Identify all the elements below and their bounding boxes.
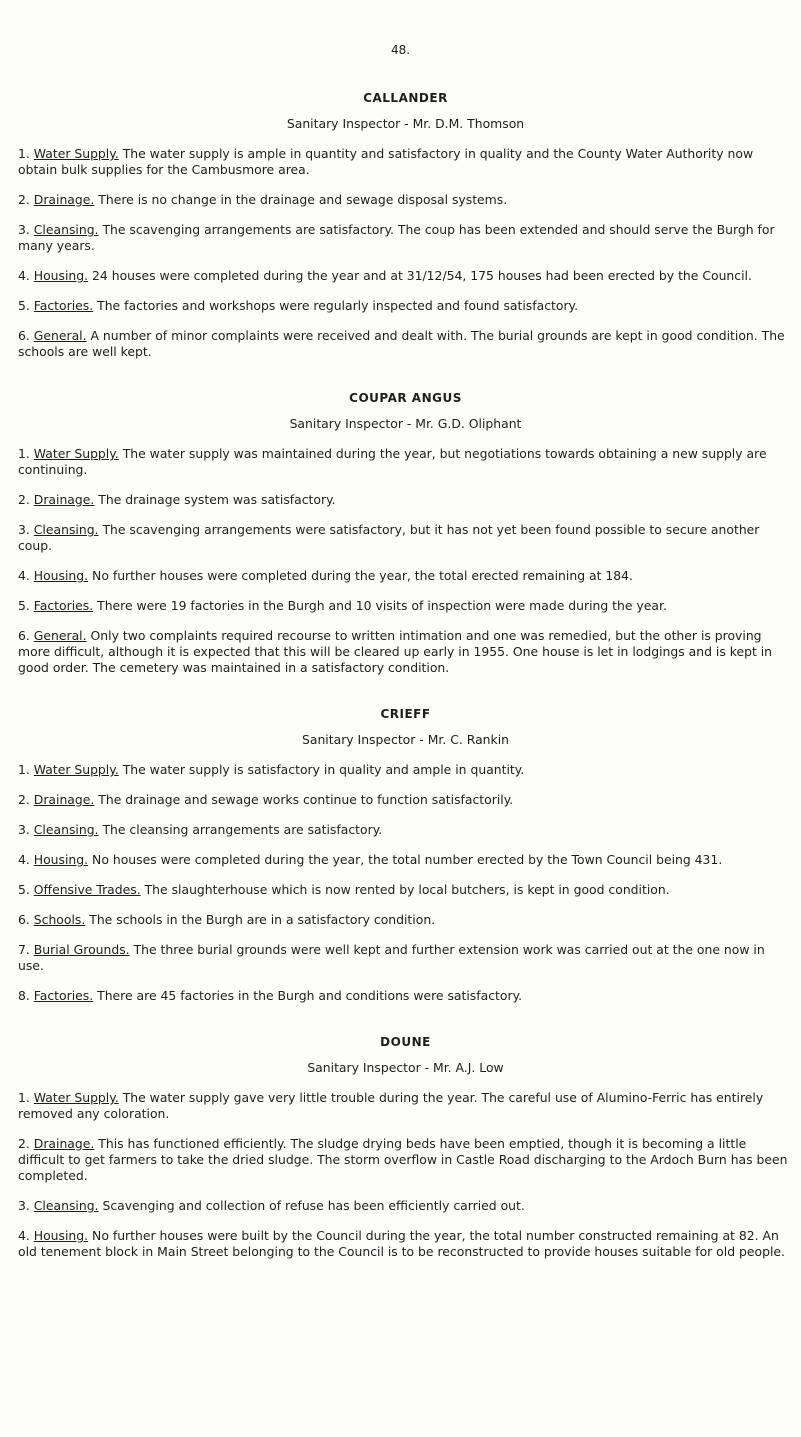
- section-title: COUPAR ANGUS: [349, 391, 462, 405]
- item-text: The drainage and sewage works continue to function satisfactorily.: [98, 792, 514, 807]
- report-item: [18, 882, 793, 898]
- report-body: [18, 90, 793, 1290]
- item-text: No further houses were built by the Council during the year, the total number constructed remaining at 82. An old tenement block in Main Street belonging to the Council is to be reconstructed to provide houses suitable for old people.: [18, 1228, 785, 1259]
- item-number: 4.: [18, 568, 30, 583]
- item-text: There are 45 factories in the Burgh and conditions were satisfactory.: [97, 988, 523, 1003]
- item-heading: Housing.: [33, 852, 89, 867]
- item-heading: Cleansing.: [33, 522, 99, 537]
- item-text: There were 19 factories in the Burgh and 10 visits of inspection were made during the year.: [97, 598, 667, 613]
- item-heading: Cleansing.: [33, 222, 99, 237]
- item-number: 2.: [18, 492, 30, 507]
- report-item: [18, 492, 793, 508]
- item-number: 6.: [18, 328, 30, 343]
- item-text: There is no change in the drainage and sewage disposal systems.: [98, 192, 508, 207]
- item-number: 1.: [18, 1090, 30, 1105]
- report-item: [18, 298, 793, 314]
- item-text: The factories and workshops were regularly inspected and found satisfactory.: [97, 298, 579, 313]
- item-number: 5.: [18, 882, 30, 897]
- sanitary-inspector: Sanitary Inspector - Mr. D.M. Thomson: [286, 116, 525, 131]
- report-item: [18, 598, 793, 614]
- item-heading: Burial Grounds.: [33, 942, 130, 957]
- report-item: [18, 628, 793, 676]
- sanitary-inspector: Sanitary Inspector - Mr. C. Rankin: [301, 732, 510, 747]
- item-heading: Drainage.: [33, 192, 95, 207]
- item-text: Only two complaints required recourse to written intimation and one was remedied, but the other is proving more difficult, although it is expected that this will be cleared up early in 1955. One house is let in lodgings and is kept in good order. The cemetery was maintained in a satisfactory condition.: [18, 628, 773, 675]
- report-item: [18, 446, 793, 478]
- item-heading: Water Supply.: [33, 146, 119, 161]
- item-number: 8.: [18, 988, 30, 1003]
- item-text: The water supply is ample in quantity and satisfactory in quality and the County Water Authority now obtain bulk supplies for the Cambusmore area.: [18, 146, 754, 177]
- item-heading: Drainage.: [33, 492, 95, 507]
- item-number: 3.: [18, 222, 30, 237]
- report-item: [18, 1090, 793, 1122]
- item-heading: General.: [33, 328, 87, 343]
- report-item: [18, 822, 793, 838]
- section-coupar-angus: [18, 390, 793, 676]
- item-number: 5.: [18, 298, 30, 313]
- item-number: 1.: [18, 762, 30, 777]
- sanitary-inspector: Sanitary Inspector - Mr. G.D. Oliphant: [289, 416, 522, 431]
- item-text: The slaughterhouse which is now rented by local butchers, is kept in good condition.: [144, 882, 670, 897]
- item-text: The schools in the Burgh are in a satisfactory condition.: [89, 912, 436, 927]
- report-item: [18, 762, 793, 778]
- item-heading: Factories.: [33, 298, 94, 313]
- item-heading: Drainage.: [33, 1136, 95, 1151]
- item-text: The three burial grounds were well kept and further extension work was carried out at the one now in use.: [18, 942, 765, 973]
- report-item: [18, 568, 793, 584]
- report-item: [18, 192, 793, 208]
- sanitary-inspector: Sanitary Inspector - Mr. A.J. Low: [307, 1060, 504, 1075]
- item-number: 7.: [18, 942, 30, 957]
- item-number: 1.: [18, 446, 30, 461]
- report-item: [18, 988, 793, 1004]
- section-callander: [18, 90, 793, 360]
- item-number: 3.: [18, 822, 30, 837]
- item-heading: Cleansing.: [33, 822, 99, 837]
- item-heading: Housing.: [33, 268, 89, 283]
- item-text: The cleansing arrangements are satisfactory.: [102, 822, 383, 837]
- report-item: [18, 328, 793, 360]
- item-heading: Water Supply.: [33, 446, 119, 461]
- item-number: 2.: [18, 792, 30, 807]
- item-heading: Schools.: [33, 912, 86, 927]
- item-number: 5.: [18, 598, 30, 613]
- item-text: 24 houses were completed during the year and at 31/12/54, 175 houses had been erected by the Council.: [92, 268, 752, 283]
- item-text: No houses were completed during the year, the total number erected by the Town Council being 431.: [92, 852, 723, 867]
- item-heading: Factories.: [33, 598, 94, 613]
- item-text: Scavenging and collection of refuse has been efficiently carried out.: [102, 1198, 525, 1213]
- report-item: [18, 1198, 793, 1214]
- item-heading: Water Supply.: [33, 1090, 119, 1105]
- item-heading: Offensive Trades.: [33, 882, 141, 897]
- item-number: 4.: [18, 268, 30, 283]
- section-doune: [18, 1034, 793, 1260]
- item-number: 2.: [18, 192, 30, 207]
- report-item: [18, 912, 793, 928]
- report-item: [18, 942, 793, 974]
- item-text: The drainage system was satisfactory.: [98, 492, 336, 507]
- item-heading: Housing.: [33, 568, 89, 583]
- item-text: The water supply was maintained during the year, but negotiations towards obtaining a new supply are continuing.: [18, 446, 767, 477]
- item-text: The scavenging arrangements are satisfactory. The coup has been extended and should serve the Burgh for many years.: [18, 222, 775, 253]
- item-number: 3.: [18, 1198, 30, 1213]
- item-number: 6.: [18, 628, 30, 643]
- item-number: 4.: [18, 1228, 30, 1243]
- section-crieff: [18, 706, 793, 1004]
- item-number: 6.: [18, 912, 30, 927]
- report-item: [18, 522, 793, 554]
- item-text: The water supply is satisfactory in quality and ample in quantity.: [122, 762, 525, 777]
- report-item: [18, 146, 793, 178]
- report-item: [18, 268, 793, 284]
- item-heading: Water Supply.: [33, 762, 119, 777]
- section-title: DOUNE: [380, 1035, 431, 1049]
- report-item: [18, 222, 793, 254]
- section-title: CRIEFF: [380, 707, 431, 721]
- item-heading: Factories.: [33, 988, 94, 1003]
- item-text: No further houses were completed during the year, the total erected remaining at 184.: [92, 568, 633, 583]
- item-heading: Housing.: [33, 1228, 89, 1243]
- item-number: 3.: [18, 522, 30, 537]
- section-title: CALLANDER: [363, 91, 448, 105]
- item-heading: Drainage.: [33, 792, 95, 807]
- item-number: 1.: [18, 146, 30, 161]
- item-heading: General.: [33, 628, 87, 643]
- item-number: 2.: [18, 1136, 30, 1151]
- item-number: 4.: [18, 852, 30, 867]
- item-text: The scavenging arrangements were satisfactory, but it has not yet been found possible to secure another coup.: [18, 522, 760, 553]
- report-item: [18, 852, 793, 868]
- report-item: [18, 792, 793, 808]
- item-text: The water supply gave very little trouble during the year. The careful use of Alumino-Ferric has entirely removed any coloration.: [18, 1090, 764, 1121]
- page-number: 48.: [390, 43, 411, 57]
- report-item: [18, 1136, 793, 1184]
- item-heading: Cleansing.: [33, 1198, 99, 1213]
- item-text: This has functioned efficiently. The sludge drying beds have been emptied, though it is becoming a little difficult to get farmers to take the dried sludge. The storm overflow in Castle Road discharging to the Ardoch Burn has been completed.: [18, 1136, 788, 1183]
- item-text: A number of minor complaints were received and dealt with. The burial grounds are kept in good condition. The schools are well kept.: [18, 328, 785, 359]
- report-item: [18, 1228, 793, 1260]
